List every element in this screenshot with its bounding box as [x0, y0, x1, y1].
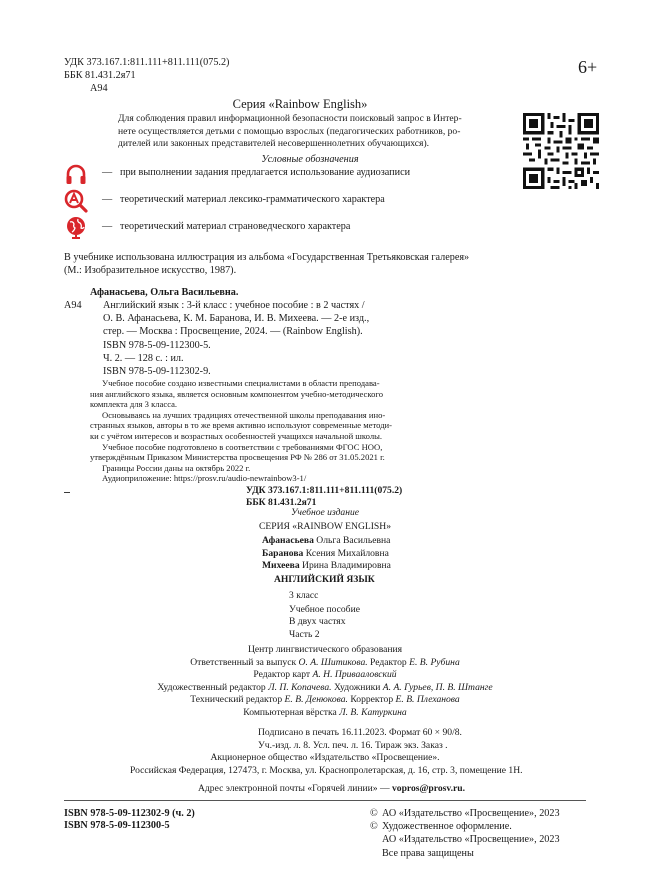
staff-label: Ответственный за выпуск [190, 656, 299, 668]
annotation-line: утверждённым Приказом Министерства просвещения РФ № 286 от 31.05.2021 г. [90, 452, 385, 463]
bottom-udk: УДК 373.167.1:811.111+811.111(075.2) [246, 485, 403, 496]
copyright-symbol: © [370, 808, 378, 819]
qr-code-icon [523, 113, 599, 189]
staff-label: Центр лингвистического образования [247, 644, 403, 655]
staff-label: Редактор [367, 656, 410, 668]
bbk-line: ББК 81.431.2я71 [64, 70, 136, 81]
copyright-line [370, 833, 560, 846]
legend-country-text: теоретический материал страноведческого характера [120, 221, 351, 232]
book-code: А94 [90, 83, 108, 94]
staff-value: А. Н. Привааловский [312, 669, 397, 681]
bib-isbn-line: Ч. 2. — 128 с. : ил. [103, 353, 184, 365]
safety-line: нете осуществляется детьми с помощью взрослых (педагогических работников, ро- [118, 125, 461, 137]
staff-value: Е. В. Денюкова. [284, 694, 348, 706]
author-name: Ольга Васильевна [316, 535, 391, 546]
book-title: АНГЛИЙСКИЙ ЯЗЫК [274, 574, 375, 585]
imprint-author [262, 560, 391, 573]
annotation-line: Основываясь на лучших традициях отечественной школы преподавания ино- [102, 409, 386, 420]
legend-dash: — [102, 221, 113, 232]
globe-icon [64, 215, 88, 239]
imprint-author [262, 548, 391, 561]
print-line: Уч.-изд. л. 8. Усл. печ. л. 16. Тираж экз. Заказ . [258, 739, 448, 751]
annotation-line: комплекта для 3 класса. [90, 399, 178, 410]
safety-line: Для соблюдения правил информационной безопасности поисковый запрос в Интер- [118, 113, 462, 124]
hotline-email[interactable]: vopros@prosv.ru. [391, 783, 466, 794]
age-rating: 6+ [578, 57, 598, 77]
annotation-line: Учебное пособие создано известными специалистами в области преподава- [102, 378, 380, 388]
illustration-line: (М.: Изобразительное искусство, 1987). [64, 265, 237, 277]
annotation-line: ки с учётом интересов и возрастных особенностей учащихся начальной школы. [90, 430, 383, 441]
staff-value: О. А. Шитикова. [298, 656, 368, 668]
staff-line [140, 707, 510, 720]
edition-type: Учебное издание [290, 507, 360, 518]
book-type: Учебное пособие [289, 604, 360, 615]
author-surname: Михеева [262, 560, 300, 572]
copyright-line [370, 847, 560, 860]
staff-value: Е. В. Рубина [409, 656, 460, 668]
bib-line: О. В. Афанасьева, К. М. Баранова, И. В. Михеева. — 2-е изд., [103, 313, 370, 325]
author-name: Ксения Михайловна [305, 547, 389, 559]
divider [64, 492, 70, 493]
annotation-line: ния английского языка, является основным компонентом учебно-методического [90, 388, 384, 399]
staff-label: Корректор [347, 694, 396, 706]
bib-isbn-block [103, 339, 211, 379]
staff-line [140, 657, 510, 670]
staff-label: Компьютерная вёрстка [243, 706, 340, 718]
bib-line: Английский язык : 3-й класс : учебное пособие : в 2 частях / [103, 300, 365, 311]
book-part: Часть 2 [289, 629, 320, 640]
staff-label: Технический редактор [190, 694, 285, 706]
grammar-magnifier-icon [64, 189, 88, 213]
copyright-line [370, 820, 560, 833]
staff-line [140, 669, 510, 682]
legend-audio-text: при выполнении задания предлагается использование аудиозаписи [120, 167, 411, 178]
author-surname: Афанасьева [262, 535, 314, 546]
annotation-line: Границы России даны на октябрь 2022 г. [102, 462, 251, 473]
staff-value: А. А. Гурьев, П. В. Штанге [382, 681, 493, 693]
imprint-series: СЕРИЯ «RAINBOW ENGLISH» [258, 521, 391, 532]
staff-line [140, 644, 510, 657]
copyright-line [370, 807, 560, 820]
bib-code: А94 [64, 300, 82, 311]
headphones-icon [64, 163, 88, 187]
legend-dash: — [102, 194, 113, 205]
publisher-line: Акционерное общество «Издательство «Просвещение». [210, 752, 440, 763]
series-title: Серия «Rainbow English» [232, 97, 368, 111]
staff-value: Е. В. Плеханова [395, 694, 460, 706]
bib-isbn-line: ISBN 978-5-09-112300-5. [103, 340, 211, 351]
print-details [258, 727, 462, 752]
annotation [90, 378, 470, 484]
bib-authors: Афанасьева, Ольга Васильевна. [90, 287, 239, 298]
imprint-author [262, 535, 391, 548]
bottom-bbk: ББК 81.431.2я71 [246, 497, 317, 508]
annotation-line: странных языков, авторы в то же время активно используют современные методи- [90, 420, 393, 431]
staff-label: Художественный редактор [157, 681, 269, 693]
staff-line [140, 694, 510, 707]
illustration-line: В учебнике использована иллюстрация из альбома «Государственная Третьяковская галерея» [64, 252, 470, 263]
grade: 3 класс [289, 590, 319, 601]
annotation-line: Аудиоприложение: https://prosv.ru/audio-newrainbow3-1/ [102, 473, 307, 484]
footer-divider [64, 800, 586, 801]
print-line: Подписано в печать 16.11.2023. Формат 60 × 90/8. [258, 727, 462, 738]
copyright-text: АО «Издательство «Просвещение», 2023 [382, 808, 560, 819]
bib-isbn-line: ISBN 978-5-09-112302-9. [103, 366, 211, 378]
bib-line: стер. — Москва : Просвещение, 2024. — (Rainbow English). [103, 326, 363, 338]
imprint-authors [262, 535, 391, 573]
bib-description [103, 299, 463, 339]
copyright-text: Все права защищены [382, 847, 474, 859]
staff-label: Редактор карт [253, 669, 313, 681]
copyright-symbol: © [370, 821, 378, 833]
staff-list [140, 644, 510, 720]
staff-label: Художники [331, 681, 383, 693]
book-parts: В двух частях [289, 616, 346, 627]
hotline-label: Адрес электронной почты «Горячей линии» — [198, 783, 392, 794]
staff-value: Л. В. Катуркина [339, 706, 407, 718]
illustration-note [64, 251, 534, 277]
legend-grammar-text: теоретический материал лексико-грамматического характера [120, 194, 385, 205]
footer-isbn-2: ISBN 978-5-09-112300-5 [64, 820, 170, 831]
author-surname: Баранова [262, 547, 304, 559]
safety-line: дителей или законных представителей несовершеннолетних обучающихся). [118, 138, 430, 150]
staff-line [140, 682, 510, 695]
publisher-info [130, 752, 523, 777]
copyright-text: Художественное оформление. [382, 821, 512, 833]
staff-value: Л. П. Копачева. [268, 681, 332, 693]
copyright-text: АО «Издательство «Просвещение», 2023 [382, 834, 560, 846]
legend-title: Условные обозначения [261, 154, 359, 165]
footer-isbn-1: ISBN 978-5-09-112302-9 (ч. 2) [64, 808, 195, 819]
publisher-line: Российская Федерация, 127473, г. Москва, ул. Краснопролетарская, д. 16, стр. 3, помещение 1Н. [130, 764, 523, 776]
legend-dash: — [102, 167, 113, 178]
author-name: Ирина Владимировна [302, 560, 391, 572]
annotation-line: Учебное пособие подготовлено в соответствии с требованиями ФГОС НОО, [102, 441, 383, 452]
safety-notice [118, 113, 514, 151]
hotline [198, 783, 465, 796]
copyright-block [370, 807, 560, 860]
udk-line: УДК 373.167.1:811.111+811.111(075.2) [64, 57, 230, 68]
